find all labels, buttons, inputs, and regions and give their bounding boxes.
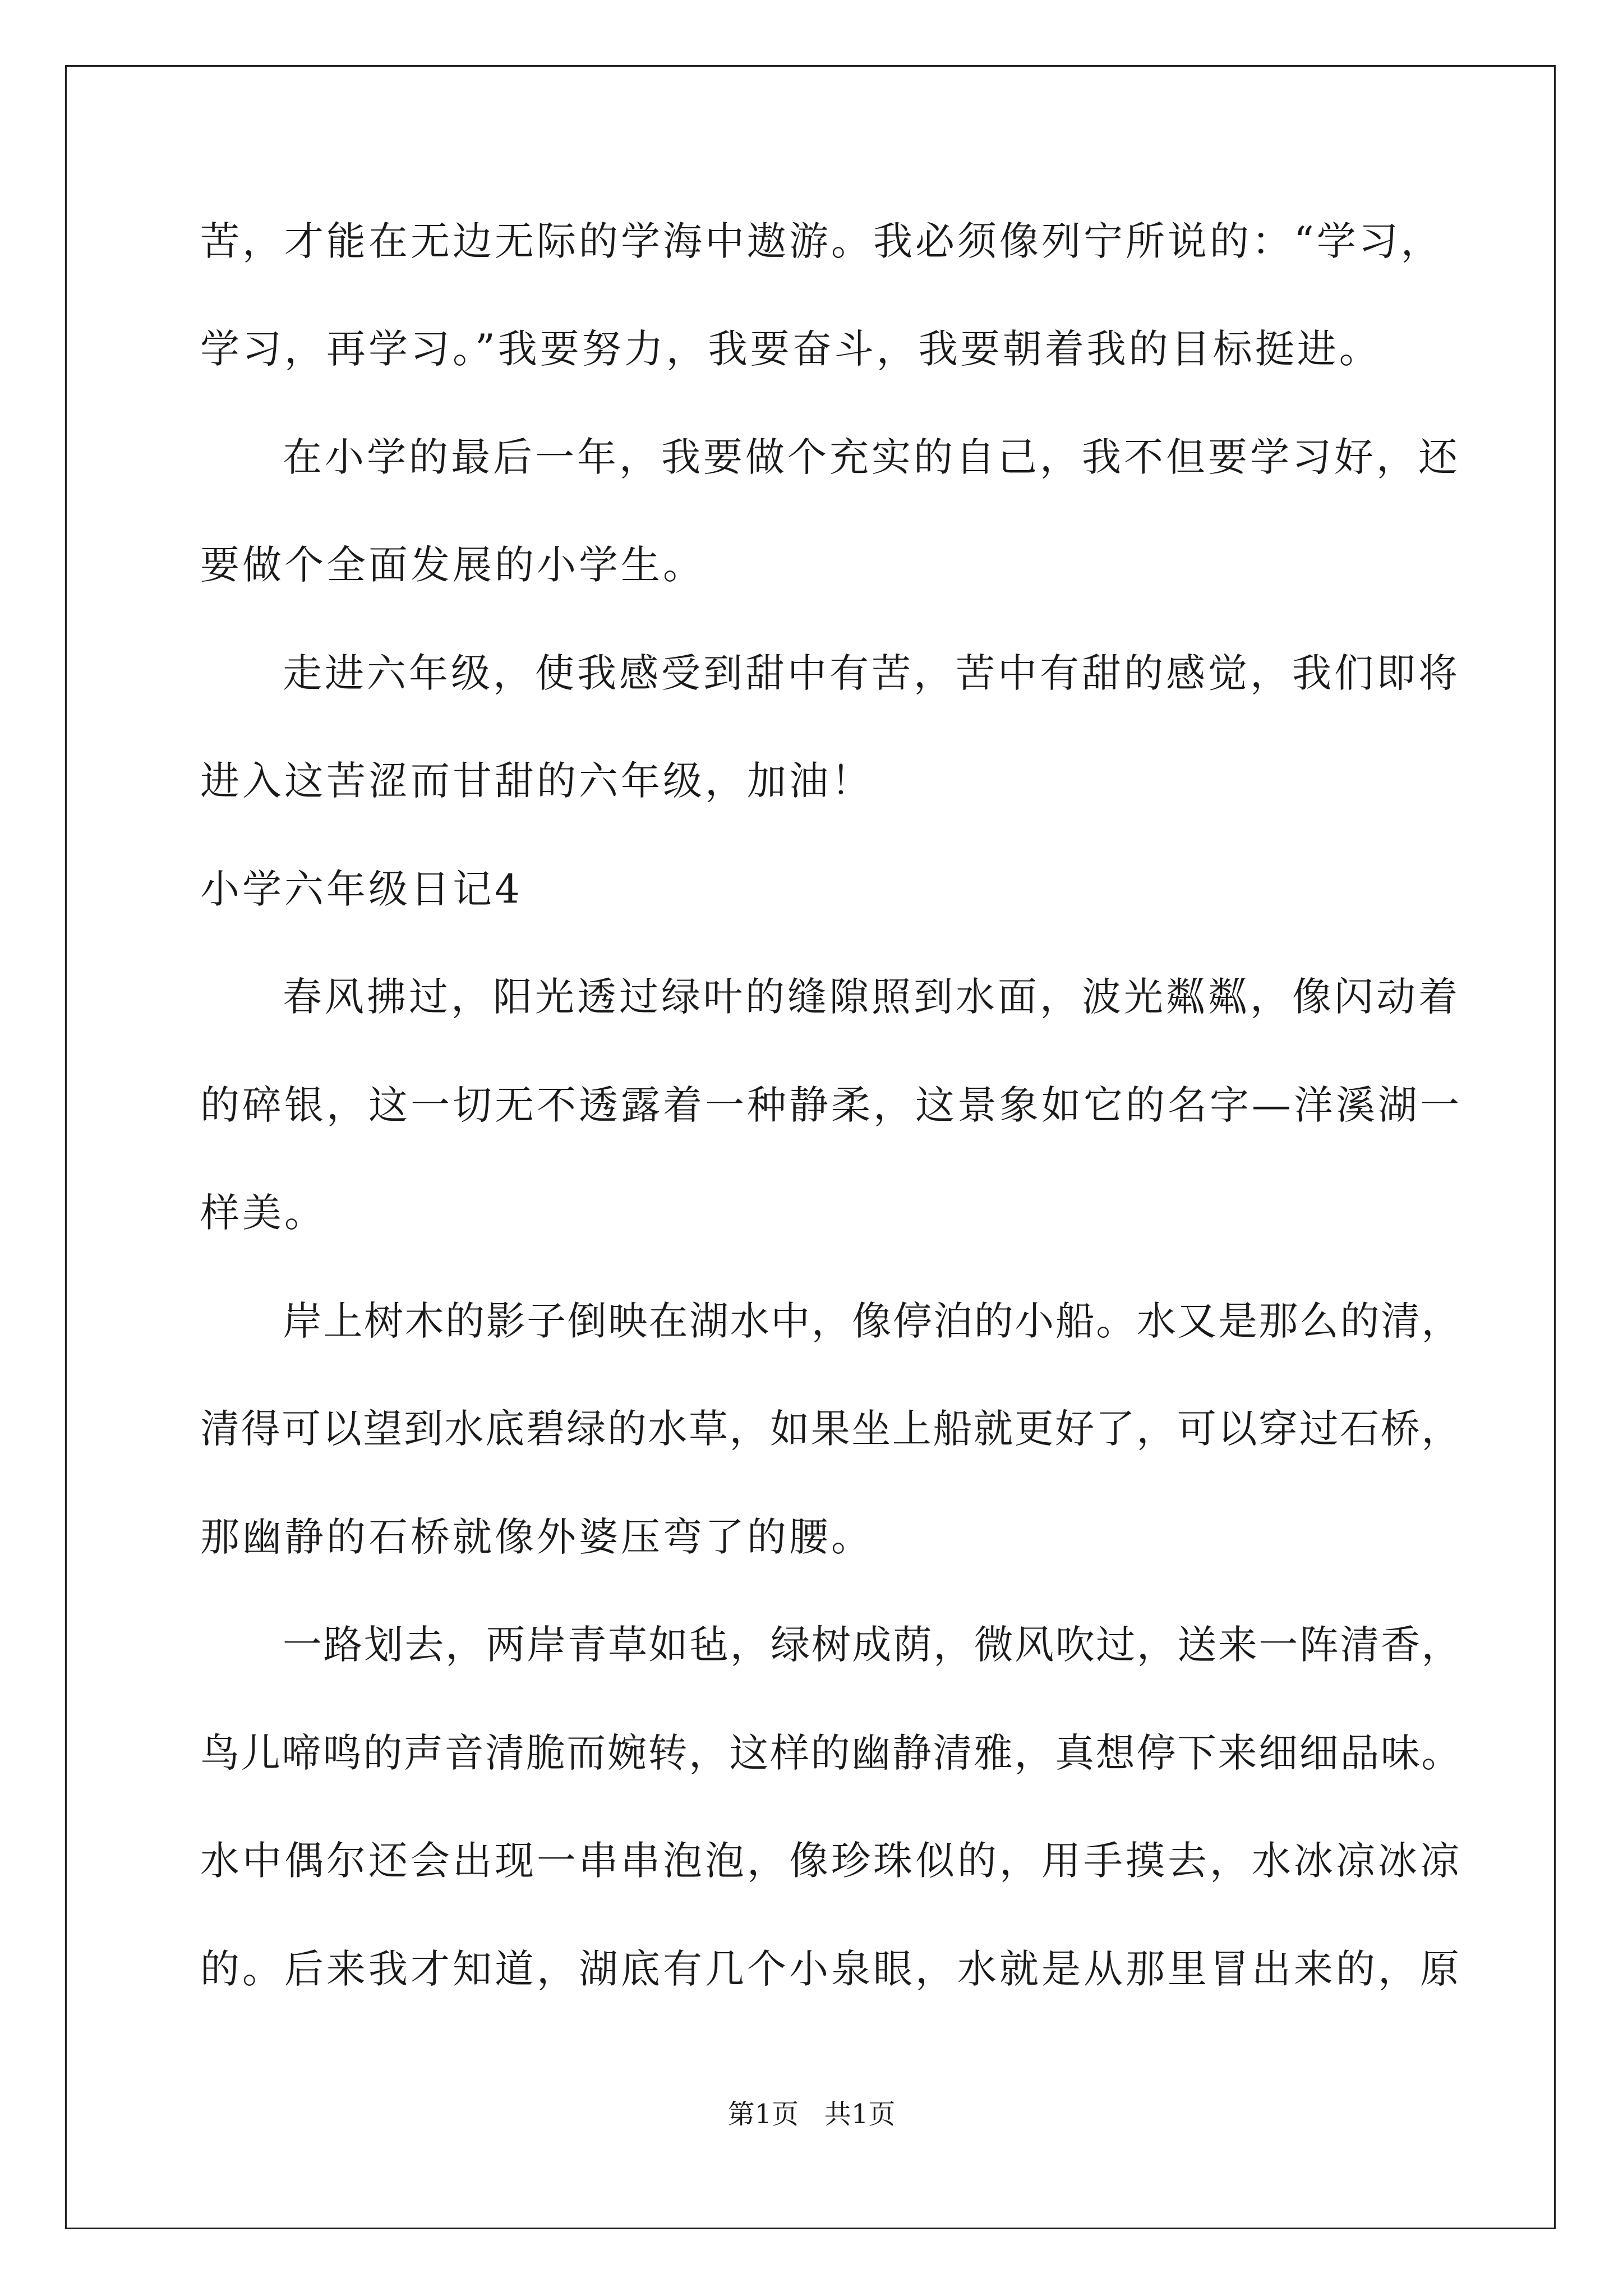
text-line: 进入这苦涩而甘甜的六年级，加油！ <box>200 758 873 804</box>
text-line: 那幽静的石桥就像外婆压弯了的腰。 <box>200 1514 873 1560</box>
text-line: 要做个全面发展的小学生。 <box>200 542 705 588</box>
page-border <box>65 65 1556 2229</box>
paragraph-first-line: 岸上树木的影子倒映在湖水中，像停泊的小船。水又是那么的清， <box>283 1298 1462 1344</box>
paragraph-first-line: 一路划去，两岸青草如毡，绿树成荫，微风吹过，送来一阵清香， <box>283 1622 1462 1668</box>
page-number-footer: 第1页 共1页 <box>727 2099 896 2130</box>
text-line: 清得可以望到水底碧绿的水草，如果坐上船就更好了，可以穿过石桥， <box>200 1406 1462 1452</box>
text-line: 水中偶尔还会出现一串串泡泡，像珍珠似的，用手摸去，水冰凉冰凉 <box>200 1838 1462 1884</box>
paragraph-first-line: 走进六年级，使我感受到甜中有苦，苦中有甜的感觉，我们即将 <box>283 650 1460 696</box>
text-line: 的碎银，这一切无不透露着一种静柔，这景象如它的名字—洋溪湖一 <box>200 1082 1462 1128</box>
section-heading: 小学六年级日记4 <box>200 866 523 912</box>
paragraph-first-line: 在小学的最后一年，我要做个充实的自己，我不但要学习好，还 <box>283 434 1460 480</box>
text-line: 苦，才能在无边无际的学海中遨游。我必须像列宁所说的：“学习， <box>200 218 1443 264</box>
text-line: 样美。 <box>200 1190 326 1236</box>
text-line: 鸟儿啼鸣的声音清脆而婉转，这样的幽静清雅，真想停下来细细品味。 <box>200 1730 1462 1776</box>
text-line: 的。后来我才知道，湖底有几个小泉眼，水就是从那里冒出来的，原 <box>200 1946 1462 1992</box>
paragraph-first-line: 春风拂过，阳光透过绿叶的缝隙照到水面，波光粼粼，像闪动着 <box>283 974 1460 1020</box>
text-line: 学习，再学习。”我要努力，我要奋斗，我要朝着我的目标挺进。 <box>200 326 1381 372</box>
